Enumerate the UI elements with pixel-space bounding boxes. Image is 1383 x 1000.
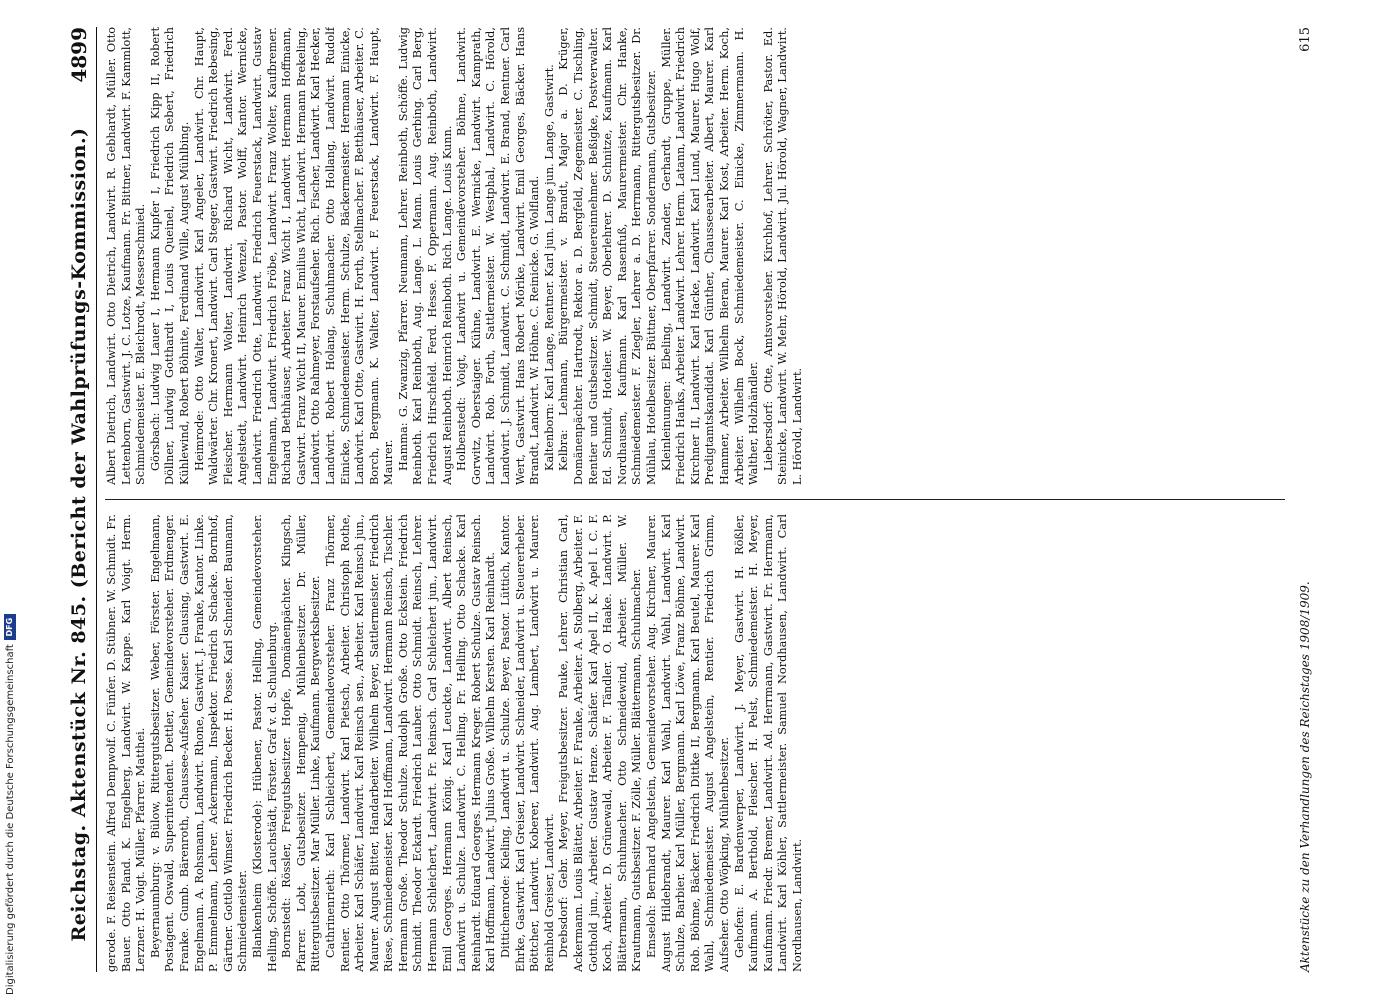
paragraph: Heimrode: Otto Walter, Landwirt. Karl Angeler, Landwirt. Chr. Haupt, Waldwärter. Chr. Kronert, Landwirt. Carl Steger, Gastwirt. Friedrich Rebesing, Fleischer. Hermann Wolter, Landwirt. Richard Wicht, Landwirt. Ferd. Angelstedt, Landwirt. Heinrich Wenzel, Pastor. Wolff, Kantor. Wernicke, Landwirt. Friedrich Otte, Landwirt. Friedrich Feuerstack, Landwirt. Gustav Engelmann, Landwirt. Friedrich Fröbe, Landwirt. Franz Wolter, Kaufbremer. Richard Bethhäuser, Arbeiter. Franz Wicht I, Landwirt. Hermann Hoffmann, Gastwirt. Franz Wicht II, Maurer. Emilius Wicht, Landwirt. Hermann Brekeling, Landwirt. Otto Rahmeyer, Forstaufseher. Rich. Fischer, Landwirt. Karl Hecker, Landwirt. Robert Holang, Schuhmacher. Otto Hollang, Landwirt. Rudolf Einicke, Schmiedemeister. Herm. Schulze, Bäckermeister. Hermann Einicke, Landwirt. Karl Otte, Gastwirt. H. Forth, Stellmacher. F. Betthäuser, Arbeiter. C. Borch, Bergmann. K. Walter, Landwirt. F. Feuerstack, Landwirt. F. Haupt, Maurer. [192, 27, 396, 485]
paragraph: Kaltenborn: Karl Lange, Rentner. Karl jun. Lange jun. Lange, Gastwirt. [542, 64, 556, 471]
page-header [62, 27, 97, 972]
column-divider [105, 499, 1285, 500]
paragraph: Dittichenrode: Kieling, Landwirt u. Schulze. Beyer, Pastor. Lüttich, Kantor. Ehrke, Gastwirt. Karl Greiser, Landwirt. Schneider, Landwirt u. Steuererheber. Böttcher, Landwirt. Koberer, Landwirt. Aug. Lambert, Landwirt u. Maurer. Reinhold Greiser, Landwirt. [499, 514, 556, 972]
text-columns [105, 27, 1285, 972]
paragraph: Emseloh: Bernhard Angelstein, Gemeindevorsteher. Aug. Kirchner, Maurer. August Hildebrandt, Maurer. Karl Wahl, Landwirt. Wahl, Landwirt. Karl Schulze, Barbier. Karl Müller, Bergmann. Karl Löwe, Franz Böhme, Landwirt. Rob. Böhme, Bäcker. Friedrich Dittke II, Bergmann. Karl Beutel, Maurer. Karl Wahl, Schmiedemeister. August Angelstein, Rentier. Friedrich Grimm, Aufseher. Otto Wöpking, Mühlenbesitzer. [644, 514, 731, 972]
paragraph: Gehofen: E. Bardenwerper, Landwirt. J. Meyer, Gastwirt. H. Rößler, Kaufmann. A. Berthold, Fleischer. H. Pelst, Schmiedemeister. H. Meyer, Kaufmann. Friedr. Bremer, Landwirt. Ad. Herrmann, Gastwirt. Fr. Herrmann, Landwirt. Karl Köhler, Sattlermeister. Samuel Nordhausen, Landwirt. Carl Nordhausen, Landwirt. [732, 514, 804, 972]
text-column-right [105, 27, 1285, 485]
page-number: 4899 [67, 27, 91, 83]
paragraph: gerode. F. Reisenstein. Alfred Dempwolf. C. Fünfer. D. Stübner. W. Schmidt. Fr. Bauer. Otto Pland. K. Engelberg, Landwirt. W. Kappe. Karl Voigt. Herm. Lerzner. H. Voigt. Müller, Pfarrer. Matthei. [105, 514, 148, 972]
footer-page-number: 615 [1297, 27, 1313, 52]
paragraph: Beyernaumburg: v. Bülow, Rittergutsbesitzer. Weber, Förster. Engelmann, Postagent. Oswald, Superintendent. Dettler, Gemeindevorsteher. Erdmenger. Franke. Gumb. Bärenroth, Chaussee-Aufseher. Kaiser. Clausing, Gastwirt. E. Engelmann. A. Rohsmann, Landwirt. Rhone, Gastwirt. J. Franke, Kantor. Linke. P. Emmelmann, Lehrer. Ackermann, Inspektor. Friedrich Schacke. Bornhof, Gärtner. Gottlob Wimser. Friedrich Becker. H. Posse. Karl Schneider. Baumann, Schmiedemeister. [148, 514, 250, 972]
page-footer [1290, 27, 1320, 972]
page-title: Reichstag. Aktenstück Nr. 845. (Bericht der Wahlprüfungs-Kommission.) [68, 127, 90, 942]
paragraph: Cathrinenrieth: Karl Schleichert, Gemeindevorsteher. Franz Thörmer, Rentier. Otto Thörmer, Landwirt. Karl Pietsch, Arbeiter. Christoph Rothe, Arbeiter. Karl Schäfer, Landwirt. Karl Reinsch sen., Arbeiter. Karl Reinsch jun., Maurer. August Bitter, Handarbeiter. Wilhelm Beyer, Sattlermeister. Friedrich Riese, Schmiedemeister. Karl Hoffmann, Landwirt. Hermann Reinsch, Tischler. Hermann Große. Theodor Schulze. Rudolph Große. Otto Eckstein. Friedrich Schmidt. Theodor Eckardt. Friedrich Lauber. Otto Schmidt. Reinsch, Lehrer. Hermann Schleichert, Landwirt. Fr. Reinsch. Carl Schleichert jun., Landwirt. Emil Georges. Hermann König. Karl Leuckte, Landwirt. Albert Reinsch, Landwirt u. Schulze. Landwirt. C. Helling. Fr. Helling. Otto Schacke. Karl Reinhardt. Eduard Georges. Hermann Kreger. Robert Schulze. Gustav Reinsch. Karl Hoffmann, Landwirt. Julius Große. Wilhelm Kersten. Karl Reinhardt. [323, 514, 498, 972]
watermark-text: Digitalisierung gefördert durch die Deutsche Forschungsgemeinschaft [4, 644, 16, 995]
paragraph: Liebersdorf: Otte, Amtsvorsteher. Kirchhof, Lehrer. Schröter, Pastor. Ed. Steinicke, Landwirt. W. Mehr, Hörold, Landwirt. Jul. Hörold, Wagner, Landwirt. L. Hörold, Landwirt. [761, 27, 804, 485]
paragraph: Blankenheim (Klosterode): Hübener, Pastor. Helling, Gemeindevorsteher. Helling, Schöffe. Lauchstädt, Förster. Graf v. d. Schulenburg. [250, 514, 279, 972]
paragraph: Kelbra: Lehmann, Bürgermeister. v. Brandt, Major a. D. Krüger, Domänenpächter. Hartrodt, Rektor a. D. Bergfeld, Zegemeister. C. Tischling, Rentier und Gutsbesitzer. Schmidt, Steuereinnehmer. Beßigke, Postverwalter. Ed. Schmidt, Hotelier. W. Beyer, Oberlehrer. D. Schnitze, Kaufmann. Karl Nordhausen, Kaufmann. Karl Rasenfuß, Maurermeister. Chr. Hanke, Schmiedemeister. F. Ziegler, Lehrer a. D. Herrmann, Rittergutsbesitzer. Dr. Mühlau, Hotelbesitzer. Büttner, Oberpfarrer. Sondermann, Gutsbesitzer. [557, 27, 658, 485]
digitization-watermark [4, 614, 16, 995]
paragraph: Drebsdorf: Gebr. Meyer, Freigutsbesitzer. Pauke, Lehrer. Christian Carl, Ackermann. Louis Blätter, Arbeiter. F. Franke, Arbeiter. A. Stolberg, Arbeiter. F. Gotthold jun., Arbeiter. Gustav Henze. Schäfer. Karl Apel II, K. Apel I. C. F. Koch, Arbeiter. D. Grünewald, Arbeiter. F. Tändler. O. Haake. Landwirt. P. Blättermann, Schuhmacher. Otto Schneidewind, Arbeiter. Müller. W. Krautmann, Gutsbesitzer. F. Zölle, Müller. Blättermann, Schuhmacher. [557, 514, 644, 972]
paragraph: Albert Dietrich, Landwirt. Otto Dietrich, Landwirt. R. Gebhardt, Müller. Otto Lettenborn, Gastwirt. J. C. Lotze, Kaufmann. Fr. Bittner, Landwirt. F. Kammlott, Schmiedemeister. E. Bleichrodt, Messerschmied. [105, 27, 148, 485]
document-page [50, 27, 1340, 972]
paragraph: Bornstedt: Rössler, Freigutsbesitzer. Hopfe, Domänenpächter. Klingsch, Pfarrer. Lobt, Gutsbesitzer. Hempenig, Mühlenbesitzer. Dr. Müller, Rittergutsbesitzer. Mar Müller. Linke, Kaufmann. Bergwerksbesitzer. [280, 514, 323, 972]
paragraph: Hamma: G. Zwanzig, Pfarrer. Neumann, Lehrer. Reinboth, Schöffe. Ludwig Reinboth. Karl Reinboth, Aug. Lange. L. Mann. Louis Gerbing. Carl Berg, Friedrich Hirschfeld. Ferd. Hesse. F. Oppermann. Aug. Reinboth, Landwirt. August Reinboth. Heinrich Reinboth. Rich. Lange. Louis Kunn. [396, 27, 454, 485]
dfg-logo-icon: DFG [4, 614, 16, 640]
text-column-left [105, 514, 1285, 972]
paragraph: Görsbach: Ludwig Lauer I, Hermann Kupfer I, Friedrich Kipp II, Robert Döllner, Ludwig Gotthardt I, Louis Queinel, Friedrich Sebert, Friedrich Kühlewind, Robert Böhnite, Ferdinand Wille, August Mühlbing. [148, 27, 191, 485]
footer-source: Aktenstücke zu den Verhandlungen des Reichstages 1908/1909. [1298, 581, 1312, 972]
paragraph: Holbenstedt: Voigt, Landwirt u. Gemeindevorsteher. Böhme, Landwirt. Gorwitz, Oberstaiger. Kühne, Landwirt. E. Wernicke, Landwirt. Kamprath, Landwirt. Rob. Forth, Sattlermeister. W. Westphal, Landwirt. C. Hörold, Landwirt. J. Schmidt, Landwirt. C. Schmidt, Landwirt. E. Brand, Rentner. Carl Wert, Gastwirt. Hans Robert Mörike, Landwirt. Emil Georges, Bäcker. Hans Brandt, Landwirt. W. Höhne. C. Reinicke. G. Wolfland. [455, 27, 542, 485]
paragraph: Kleinleinungen: Ebeling, Landwirt. Zander, Gerhardt, Gruppe, Müller. Friedrich Hanks, Arbeiter. Landwirt. Lehrer. Herm. Latann, Landwirt. Friedrich Kirchner II, Landwirt. Karl Hacke, Landwirt. Karl Lund, Maurer. Hugo Wolf, Predigtamtskandidat. Karl Günther, Chausseearbeiter. Albert, Maurer. Karl Hammer, Arbeiter. Wilhelm Bieran, Maurer. Karl Kost, Arbeiter. Herm. Koch, Arbeiter. Wilhelm Bock, Schmiedemeister. C. Einicke, Zimmermann. H. Walther, Holzhändler. [659, 27, 761, 485]
